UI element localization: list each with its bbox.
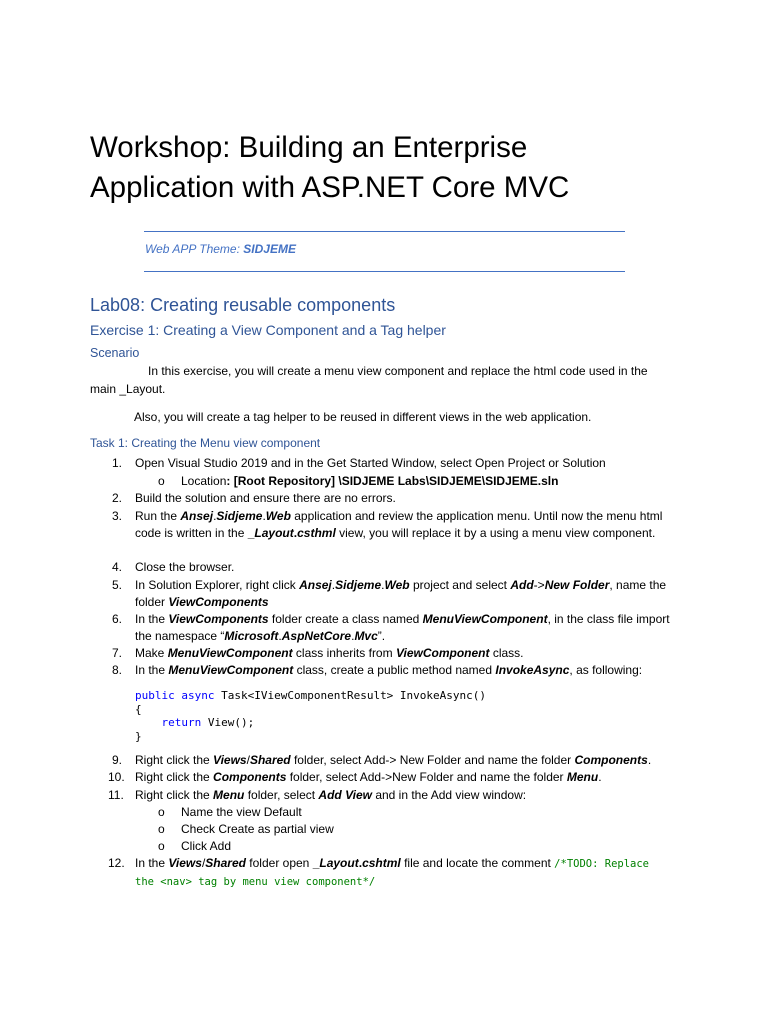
- step-text: In Solution Explorer, right click Ansej.Sidjeme.Web project and select Add->New Folder, name the folder ViewComponents: [135, 578, 667, 609]
- theme-label: Web APP Theme:: [145, 242, 244, 256]
- step-text: Close the browser.: [135, 560, 235, 574]
- step-number: 7.: [112, 646, 123, 660]
- scenario-p1-text: In this exercise, you will create a menu view component and replace the html code used in the: [148, 364, 648, 378]
- step-text: In the MenuViewComponent class, create a public method named InvokeAsync, as following:: [135, 663, 643, 677]
- lab-title: : Creating reusable components: [140, 295, 396, 315]
- sub-item-text: Click Add: [181, 839, 232, 853]
- bullet-marker: o: [158, 474, 165, 488]
- todo-comment-2: the <nav> tag by menu view component*/: [135, 876, 376, 888]
- task-heading: Task 1: Creating the Menu view component: [90, 436, 321, 450]
- lab-heading: [90, 295, 395, 316]
- step-number: 6.: [112, 612, 123, 626]
- sub-item-text: Check Create as partial view: [181, 822, 334, 836]
- step-text: Build the solution and ensure there are no errors.: [135, 491, 396, 505]
- top-divider: [144, 231, 625, 232]
- theme-value: SIDJEME: [243, 242, 296, 256]
- bullet-marker: o: [158, 822, 165, 836]
- step-number: 10.: [108, 770, 125, 784]
- document-title: [90, 128, 710, 208]
- code-block: [135, 689, 486, 743]
- bottom-divider: [144, 271, 625, 272]
- exercise-heading: Exercise 1: Creating a View Component and a Tag helper: [90, 322, 446, 338]
- theme-line: [145, 242, 296, 256]
- code-line-2: {: [135, 702, 142, 716]
- step-number: 9.: [112, 753, 123, 767]
- code-line-4: }: [135, 729, 142, 743]
- step-text: Right click the Menu folder, select Add View and in the Add view window:: [135, 788, 527, 802]
- step-number: 8.: [112, 663, 123, 677]
- step-number: 3.: [112, 509, 123, 523]
- step-number: 4.: [112, 560, 123, 574]
- step-text: Right click the Components folder, select Add->New Folder and name the folder Menu.: [135, 770, 602, 784]
- scenario-heading: Scenario: [90, 346, 140, 360]
- step-number: 2.: [112, 491, 123, 505]
- code-line-1: public async Task<IViewComponentResult> InvokeAsync(): [135, 689, 487, 702]
- bullet-marker: o: [158, 805, 165, 819]
- step-number: 11.: [108, 788, 124, 802]
- lab-prefix: Lab08: [90, 295, 141, 315]
- step-number: 12.: [108, 856, 125, 870]
- step-number: 5.: [112, 578, 123, 592]
- code-line-3: return View();: [161, 716, 255, 729]
- step-text: In the ViewComponents folder create a class named MenuViewComponent, in the class file import the namespace “Microsoft.AspNetCore.Mvc”.: [135, 612, 670, 643]
- step-text: Make MenuViewComponent class inherits from ViewComponent class.: [135, 646, 524, 660]
- step-text: In the Views/Shared folder open _Layout.cshtml file and locate the comment /*TODO: Replace the <nav> tag by menu view component*/: [135, 856, 649, 888]
- sub-item-text: Location: [Root Repository] \SIDJEME Labs\SIDJEME\SIDJEME.sln: [181, 474, 559, 488]
- scenario-paragraph-2: Also, you will create a tag helper to be reused in different views in the web application.: [134, 410, 592, 424]
- step-text: Right click the Views/Shared folder, select Add-> New Folder and name the folder Components.: [135, 753, 652, 767]
- scenario-paragraph-1: [90, 362, 680, 398]
- scenario-p1-cont: main _Layout.: [90, 382, 166, 396]
- todo-comment-1: /*TODO: Replace: [554, 858, 649, 870]
- title-line-2: Application with ASP.NET Core MVC: [90, 171, 570, 204]
- step-text: Open Visual Studio 2019 and in the Get Started Window, select Open Project or Solution: [135, 456, 606, 470]
- step-text: Run the Ansej.Sidjeme.Web application and review the application menu. Until now the menu html code is written in the _Layout.csthml view, you will replace it by a using a menu view component.: [135, 509, 663, 540]
- title-line-1: Workshop: Building an Enterprise: [90, 131, 528, 164]
- sub-item-text: Name the view Default: [181, 805, 302, 819]
- step-number: 1.: [112, 456, 123, 470]
- bullet-marker: o: [158, 839, 165, 853]
